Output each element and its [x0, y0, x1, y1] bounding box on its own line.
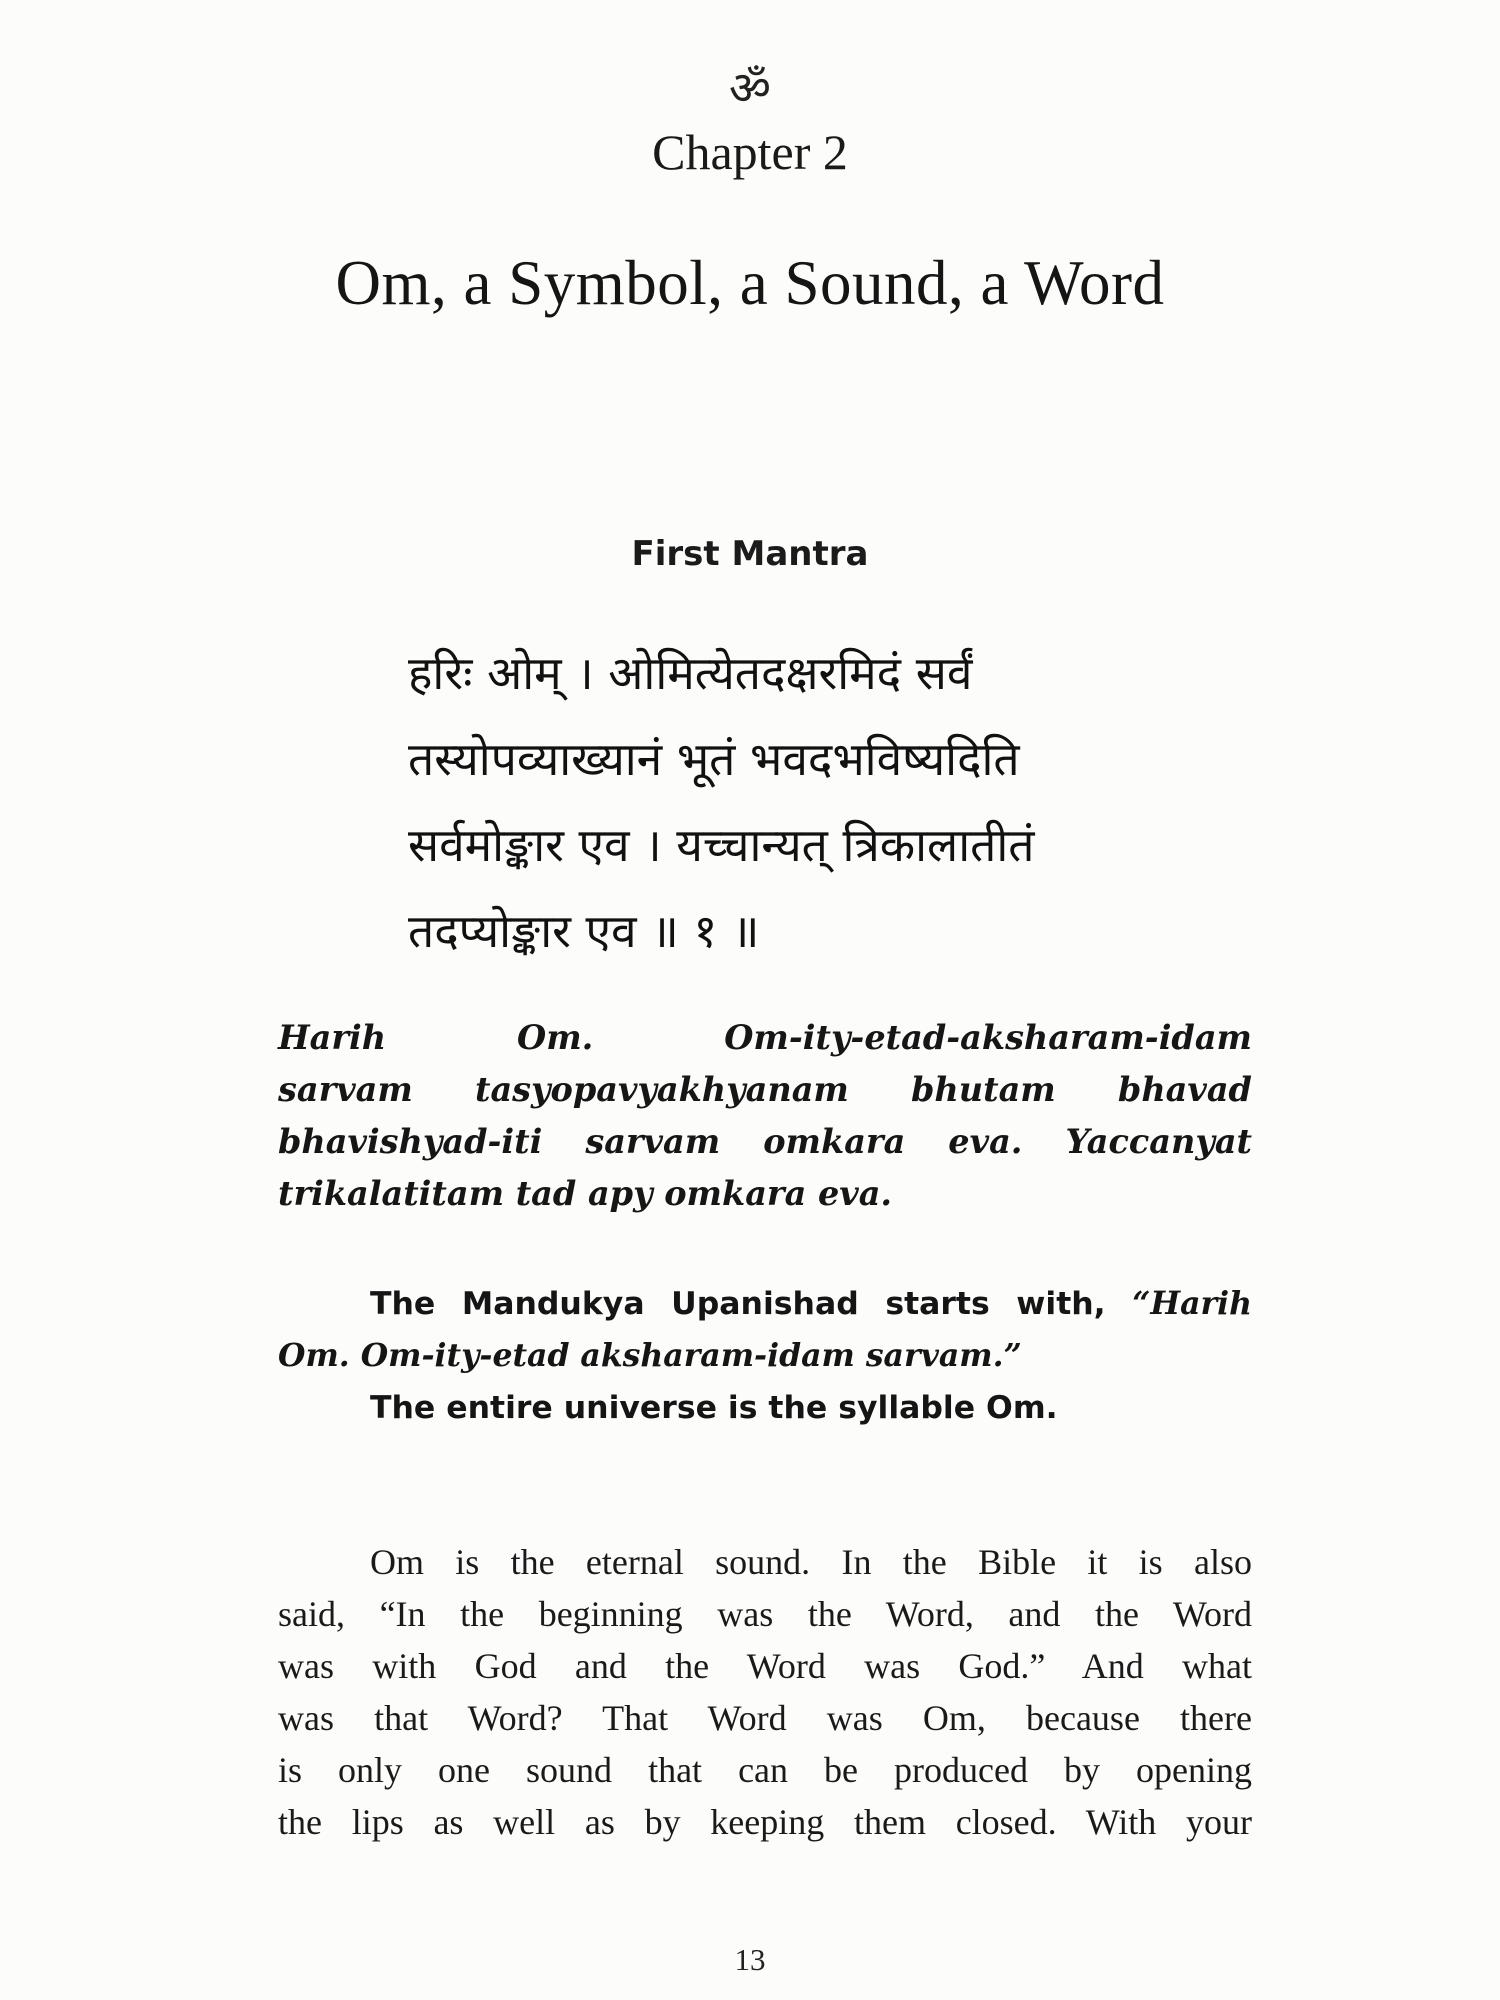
quote-conclusion: The entire universe is the syllable Om.: [370, 1390, 1058, 1426]
om-icon: ॐ: [729, 61, 771, 115]
transliteration-line: trikalatitam tad apy omkara eva.: [278, 1174, 893, 1213]
quote-italic: “Harih: [1132, 1285, 1252, 1322]
body-line: was that Word? That Word was Om, because there: [278, 1698, 1252, 1738]
chapter-title: Om, a Symbol, a Sound, a Word: [335, 248, 1165, 318]
quote-lead: The Mandukya Upanishad starts with,: [370, 1286, 1106, 1322]
transliteration-line: Harih Om. Om-ity-etad-aksharam-idam: [278, 1018, 1252, 1057]
sanskrit-line: तस्योपव्याख्यानं भूतं भवदभविष्यदिति: [408, 732, 1020, 786]
body-line: was with God and the Word was God.” And what: [278, 1646, 1252, 1686]
quote-line: [278, 1278, 1252, 1330]
body-line: the lips as well as by keeping them closed. With your: [278, 1802, 1252, 1842]
quote-italic-line: Om. Om-ity-etad aksharam-idam sarvam.”: [278, 1337, 1022, 1374]
transliteration-line: sarvam tasyopavyakhyanam bhutam bhavad: [278, 1070, 1252, 1109]
body-line: said, “In the beginning was the Word, and the Word: [278, 1594, 1252, 1634]
sanskrit-line: हरिः ओम् । ओमित्येतदक्षरमिदं सर्वं: [408, 646, 973, 700]
transliteration-line: bhavishyad-iti sarvam omkara eva. Yaccanyat: [278, 1122, 1252, 1161]
commentary-quote-paragraph: [278, 1278, 1252, 1434]
sanskrit-line: तदप्योङ्कार एव ॥ १ ॥: [408, 904, 760, 958]
sanskrit-verse: [408, 640, 1168, 984]
mantra-heading: First Mantra: [631, 534, 869, 574]
page-number: 13: [734, 1942, 766, 1977]
body-line: Om is the eternal sound. In the Bible it is also: [370, 1542, 1252, 1582]
sanskrit-line: सर्वमोङ्कार एव । यच्चान्यत् त्रिकालातीतं: [408, 818, 1035, 872]
body-paragraph: [278, 1536, 1252, 1848]
chapter-label: Chapter 2: [652, 124, 848, 180]
body-line: is only one sound that can be produced by opening: [278, 1750, 1252, 1790]
transliteration: [278, 1012, 1252, 1220]
